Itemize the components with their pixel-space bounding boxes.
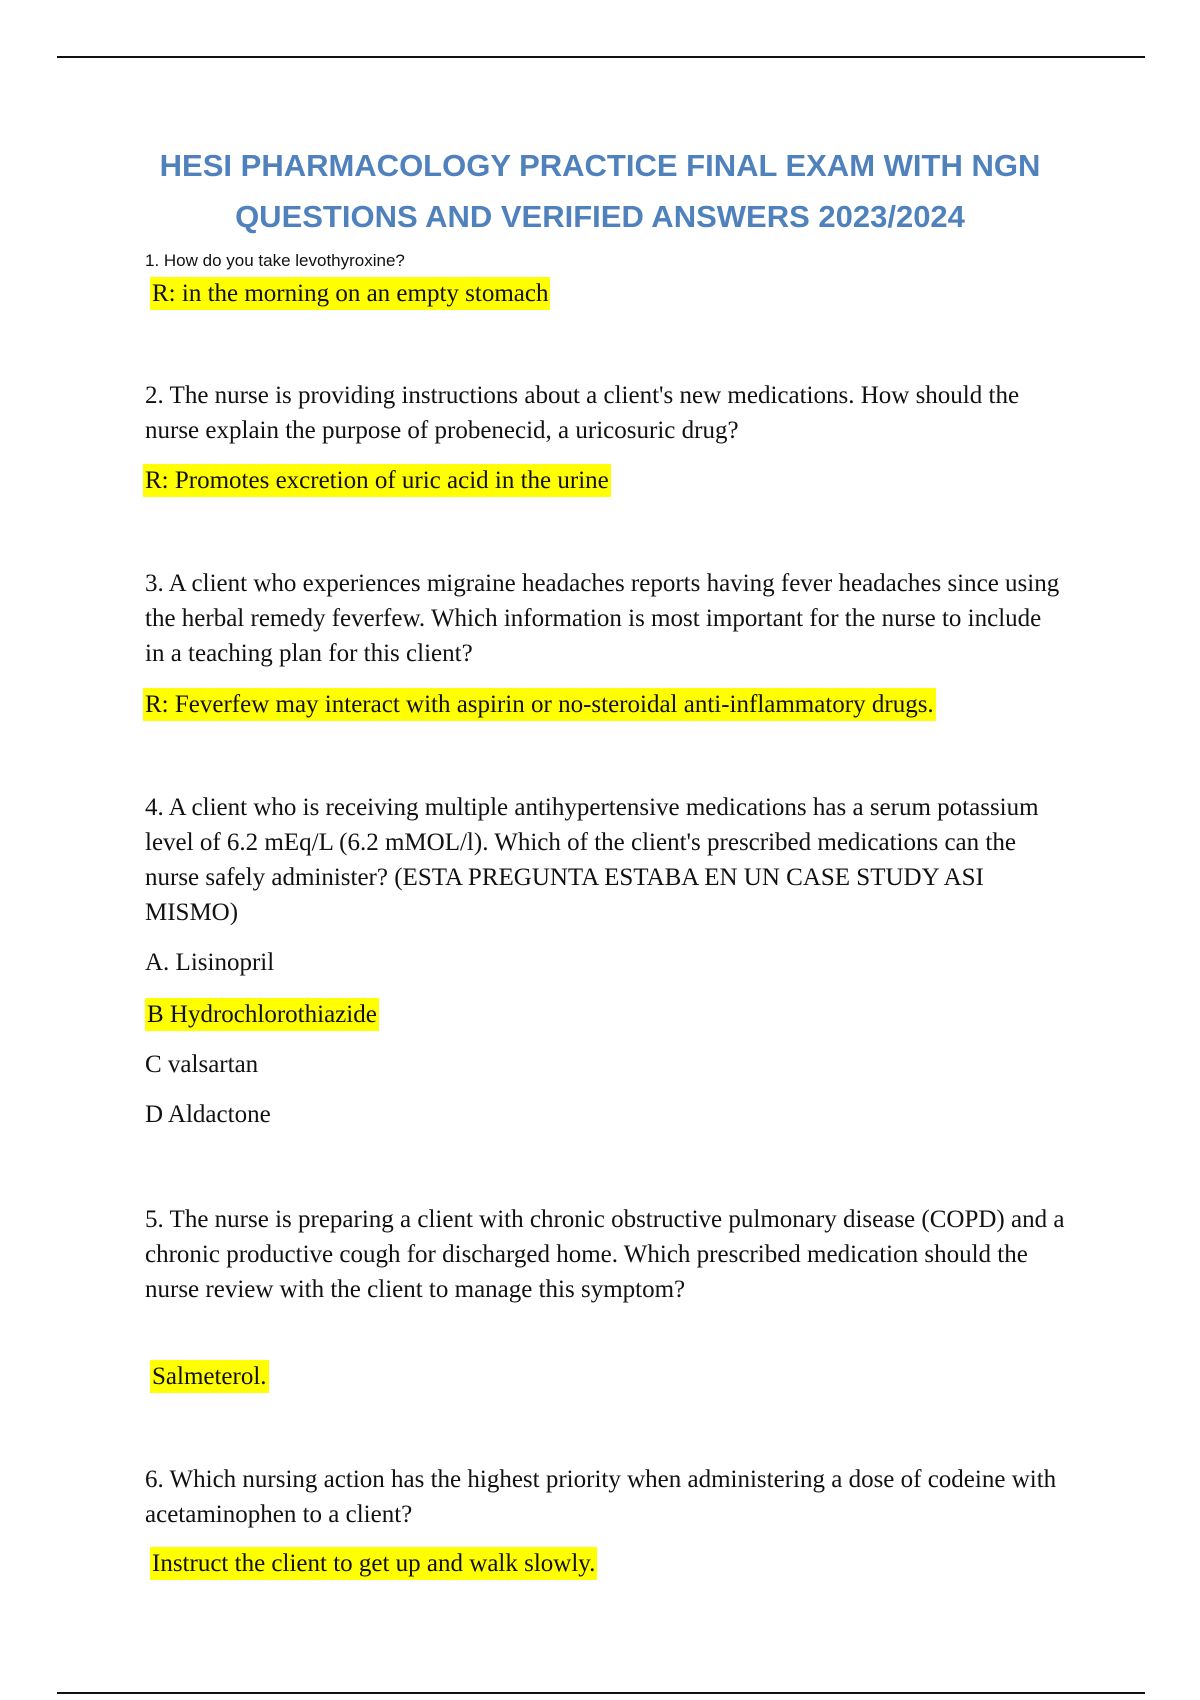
question-3: 3. A client who experiences migraine headaches reports having fever headaches since using the herbal remedy feverfew. Which information is most important for the nurse to include in a teaching plan for this client? <box>145 570 1060 667</box>
answer-3: R: Feverfew may interact with aspirin or no-steroidal anti-inflammatory drugs. <box>143 688 936 721</box>
bottom-rule <box>57 1692 1145 1694</box>
option-b-correct: B Hydrochlorothiazide <box>145 998 379 1031</box>
title-line-1: HESI PHARMACOLOGY PRACTICE FINAL EXAM WITH NGN <box>159 148 1041 183</box>
top-rule <box>57 56 1145 58</box>
question-6: 6. Which nursing action has the highest priority when administering a dose of codeine with acetaminophen to a client? <box>145 1466 1057 1528</box>
option-a: A. Lisinopril <box>145 949 275 976</box>
answer-6: Instruct the client to get up and walk slowly. <box>150 1547 597 1580</box>
question-5: 5. The nurse is preparing a client with chronic obstructive pulmonary disease (COPD) and a chronic productive cough for discharged home. Which prescribed medication should the nurse review with the client to manage this symptom? <box>145 1206 1065 1303</box>
answer-1: R: in the morning on an empty stomach <box>150 277 550 310</box>
document-title <box>100 140 1100 242</box>
question-4: 4. A client who is receiving multiple antihypertensive medications has a serum potassium level of 6.2 mEq/L (6.2 mMOL/l). Which of the client's prescribed medications can the nurse safely administer? (ESTA PREGUNTA ESTABA EN UN CASE STUDY ASI MISMO) <box>145 794 1039 926</box>
answer-2: R: Promotes excretion of uric acid in the urine <box>143 464 611 497</box>
title-line-2: QUESTIONS AND VERIFIED ANSWERS 2023/2024 <box>235 199 965 234</box>
option-c: C valsartan <box>145 1051 259 1078</box>
question-1: 1. How do you take levothyroxine? <box>145 251 405 270</box>
question-2: 2. The nurse is providing instructions about a client's new medications. How should the nurse explain the purpose of probenecid, a uricosuric drug? <box>145 382 1020 444</box>
option-d: D Aldactone <box>145 1101 271 1128</box>
answer-5: Salmeterol. <box>150 1360 269 1393</box>
